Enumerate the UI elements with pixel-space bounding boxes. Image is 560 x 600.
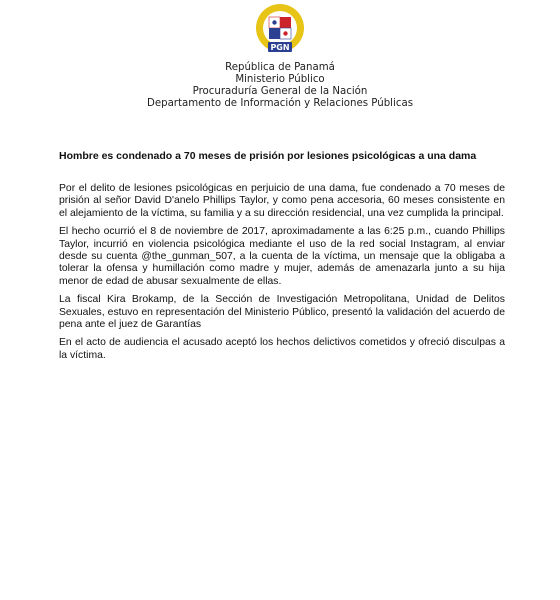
header-line-ministry: Ministerio Público [235,74,325,85]
header-line-department: Departamento de Información y Relaciones Públicas [146,98,413,109]
header-line-country: República de Panamá [225,62,335,73]
article-paragraph: El hecho ocurrió el 8 de noviembre de 2017, aproximadamente a las 6:25 p.m., cuando Phillips Taylor, incurrió en violencia psicológica mediante el uso de la red social Instagram, al enviar desde su cuenta @the_gunman_507, a la cuenta de la víctima, un mensaje que la obligaba a tolerar la ofensa y humillación como madre y mujer, además de amenazarla junto a su hija menor de edad de abusar sexualmente de ellas. [59,226,505,287]
article-paragraph: Por el delito de lesiones psicológicas en perjuicio de una dama, fue condenado a 70 meses de prisión al señor David D'anelo Phillips Taylor, y como pena accesoria, 60 meses consistente en el alejamiento de la víctima, su familia y a su dirección residencial, una vez cumplida la principal. [59,183,505,219]
institution-lines [0,62,560,110]
article-headline: Hombre es condenado a 70 meses de prisión por lesiones psicológicas a una dama [59,150,477,162]
pgn-seal-logo [250,2,310,60]
article-paragraph: La fiscal Kira Brokamp, de la Sección de Investigación Metropolitana, Unidad de Delitos Sexuales, estuvo en representación del Ministerio Público, presentó la validación del acuerdo de pena ante el juez de Garantías [59,294,505,331]
header-line-procuraduria: Procuraduría General de la Nación [192,86,368,97]
article-body [59,183,505,368]
letterhead [0,2,560,110]
seal-acronym: PGN [270,43,290,52]
article-paragraph: En el acto de audiencia el acusado aceptó los hechos delictivos cometidos y ofreció disculpas a la víctima. [59,337,505,361]
